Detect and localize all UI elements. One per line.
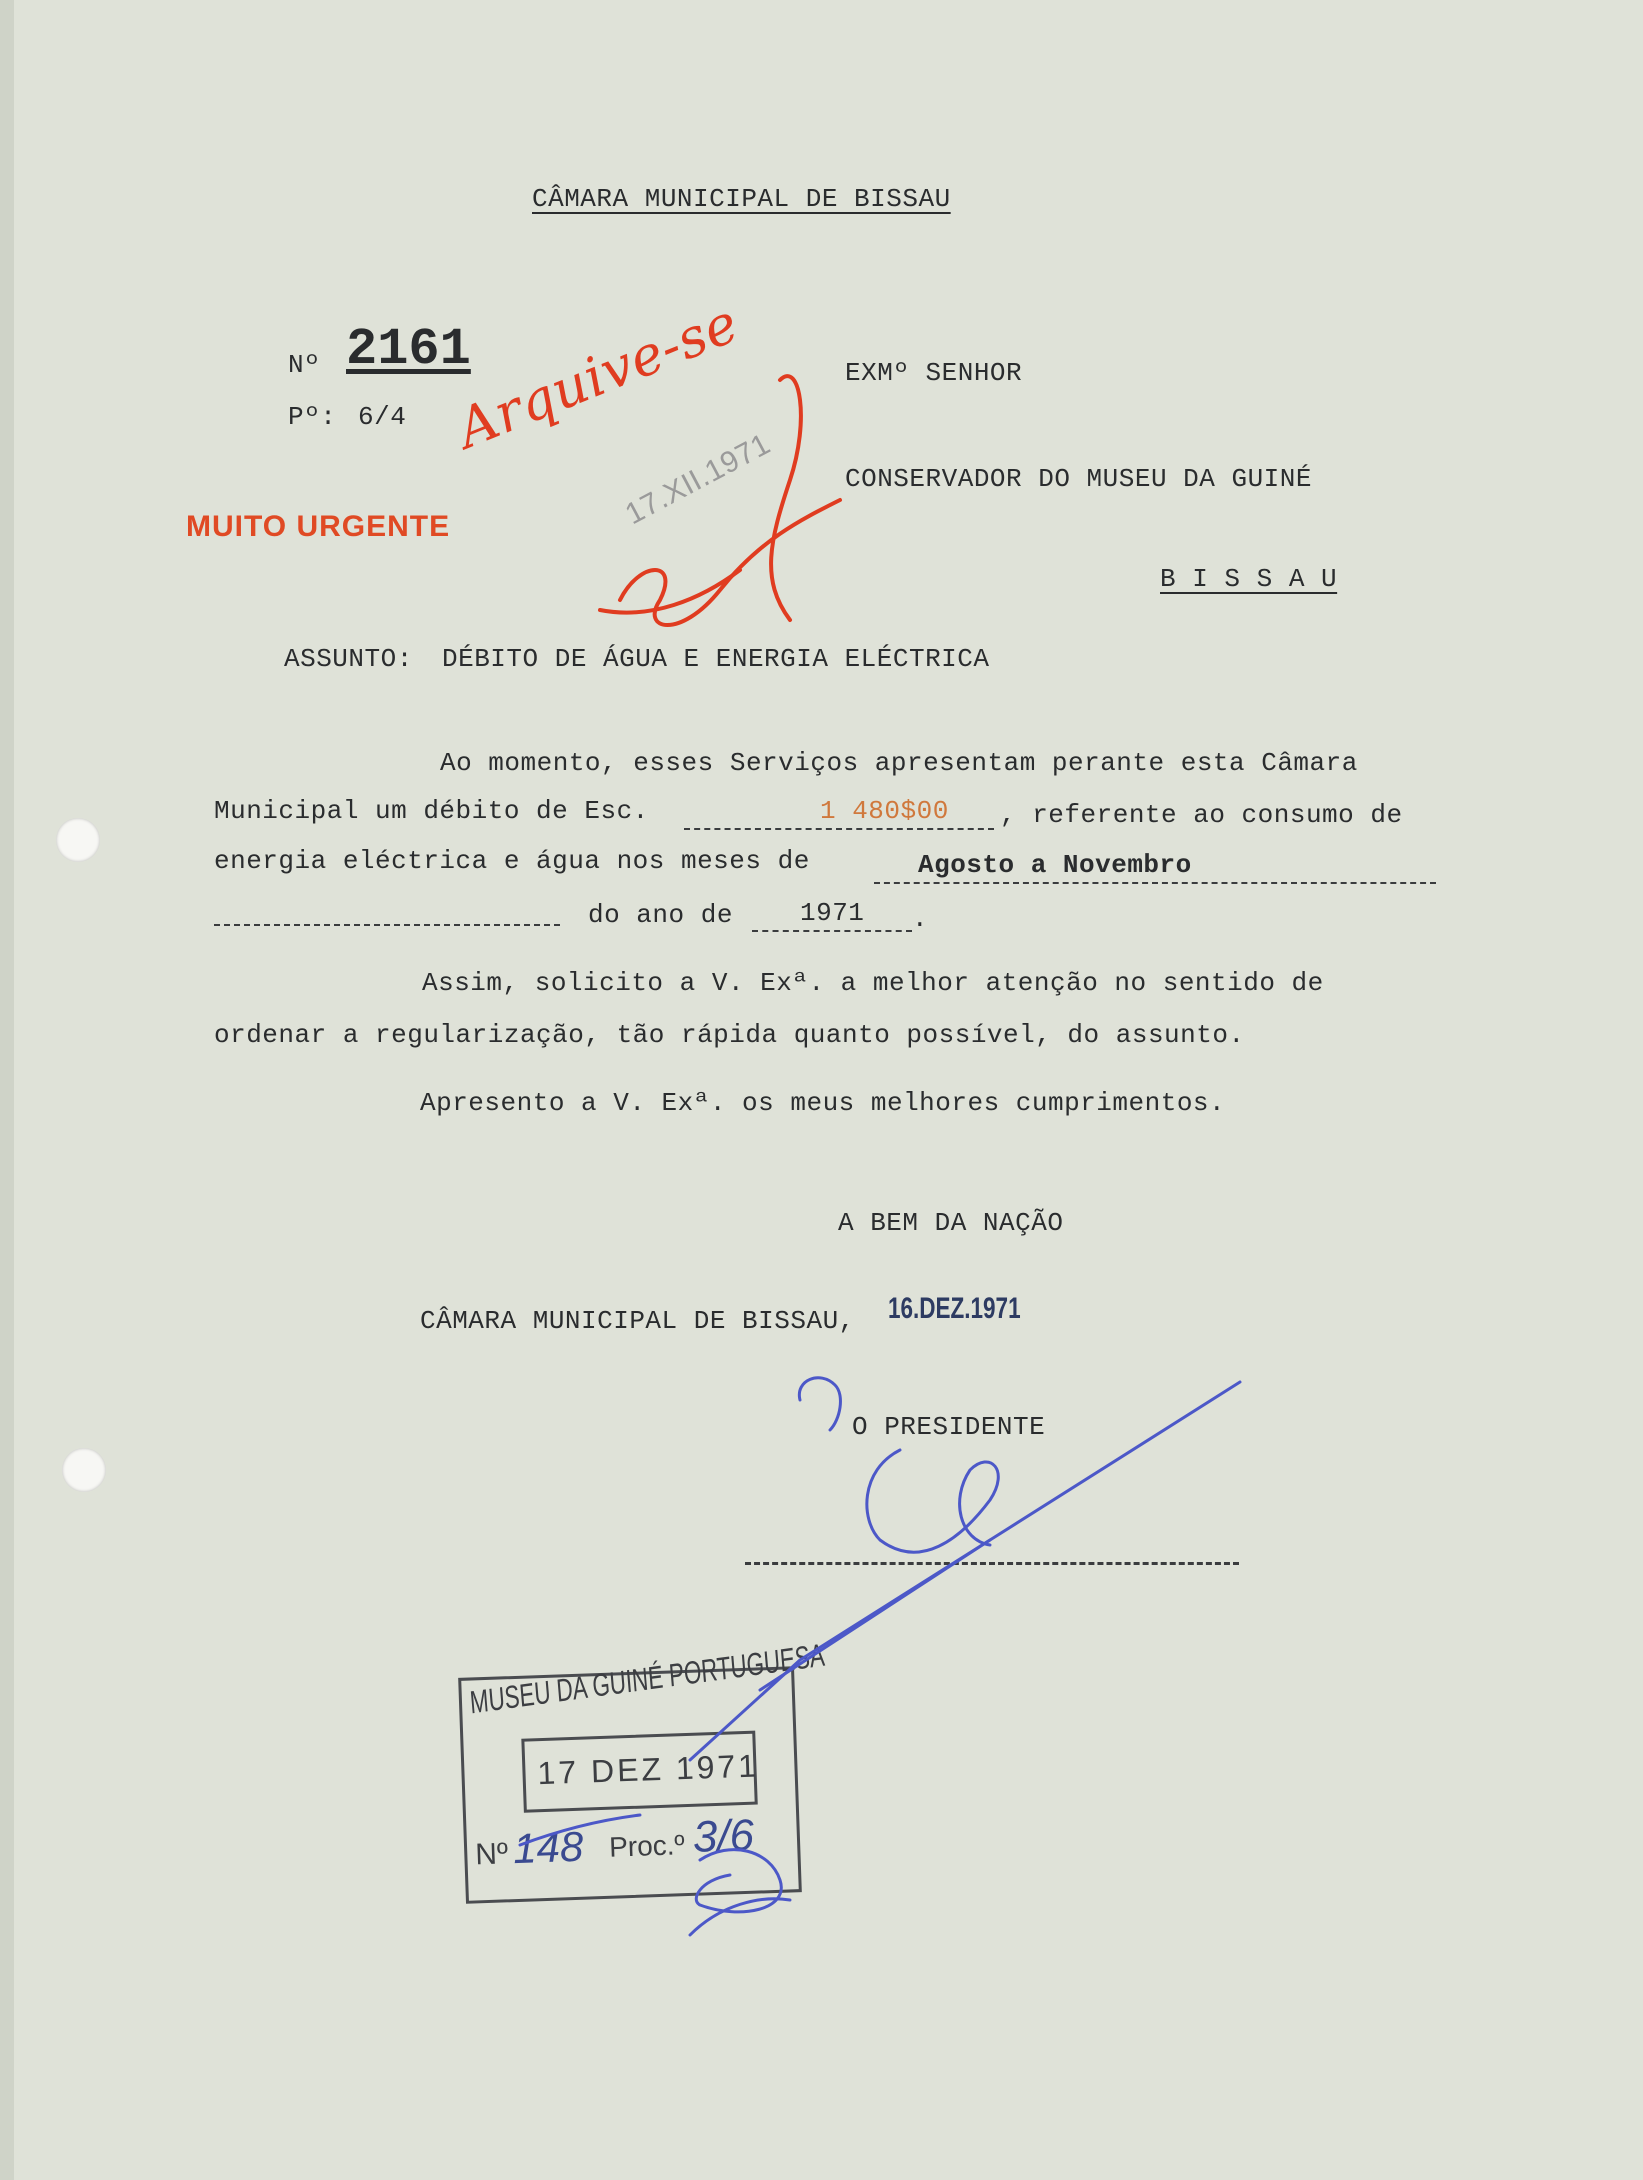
body-p1-line1: Ao momento, esses Serviços apresentam perante esta Câmara [440,748,1358,778]
number-label: Nº [288,350,321,380]
stamp-date-box [521,1731,760,1813]
subject-text: DÉBITO DE ÁGUA E ENERGIA ELÉCTRICA [442,644,990,674]
museum-receipt-stamp [458,1636,826,1904]
stamp-institution: MUSEU DA GUINÉ PORTUGUESA [468,1636,826,1721]
salutation: EXMº SENHOR [845,358,1023,388]
year-value: 1971 [800,898,865,928]
amount-fill-line [684,828,994,830]
recipient-city: B I S S A U [1160,564,1338,594]
stamp-number: 148 [512,1822,585,1873]
body-p1-line4-post: . [912,904,929,934]
punch-hole [56,818,100,862]
closing-motto: A BEM DA NAÇÃO [838,1208,1064,1238]
handwritten-note: Arquive-se [448,291,747,461]
months-fill-line [874,882,1436,884]
priority-stamp: MUITO URGENTE [186,510,451,543]
archive-date-stamp: 17.XII.1971 [620,427,776,532]
body-p1-line4-pre: do ano de [588,900,733,930]
year-fill-line [752,930,912,932]
stamp-number-label: Nº [474,1837,509,1872]
process-value: 6/4 [358,402,407,432]
months-value: Agosto a Novembro [918,850,1192,880]
stamp-proc: 3/6 [692,1810,755,1862]
letterhead-title: CÂMARA MUNICIPAL DE BISSAU [532,184,951,214]
date-stamp: 16.DEZ.1971 [888,1292,1021,1325]
body-p2-line1: Assim, solicito a V. Exª. a melhor atenção no sentido de [422,968,1324,998]
body-p2-line2: ordenar a regularização, tão rápida quanto possível, do assunto. [214,1020,1245,1050]
punch-hole [62,1448,106,1492]
signature-line [745,1562,1239,1565]
subject-label: ASSUNTO: [284,644,413,674]
process-label: Pº: [288,402,337,432]
amount-value: 1 480$00 [820,796,949,826]
body-p1-line2-post: , referente ao consumo de [1000,800,1403,830]
body-p1-line2-pre: Municipal um débito de Esc. [214,796,649,826]
stamp-proc-label: Proc.º [608,1829,686,1863]
page-edge [0,0,14,2180]
body-p3: Apresento a V. Exª. os meus melhores cumprimentos. [420,1088,1226,1118]
document-number: 2161 [346,320,471,379]
recipient: CONSERVADOR DO MUSEU DA GUINÉ [845,464,1312,494]
signatory-title: O PRESIDENTE [852,1412,1046,1442]
body-p1-line3-pre: energia eléctrica e água nos meses de [214,846,810,876]
year-pre-fill-line [214,924,560,926]
closing-place: CÂMARA MUNICIPAL DE BISSAU, [420,1306,855,1336]
stamp-date: 17 DEZ 1971 [536,1747,760,1792]
